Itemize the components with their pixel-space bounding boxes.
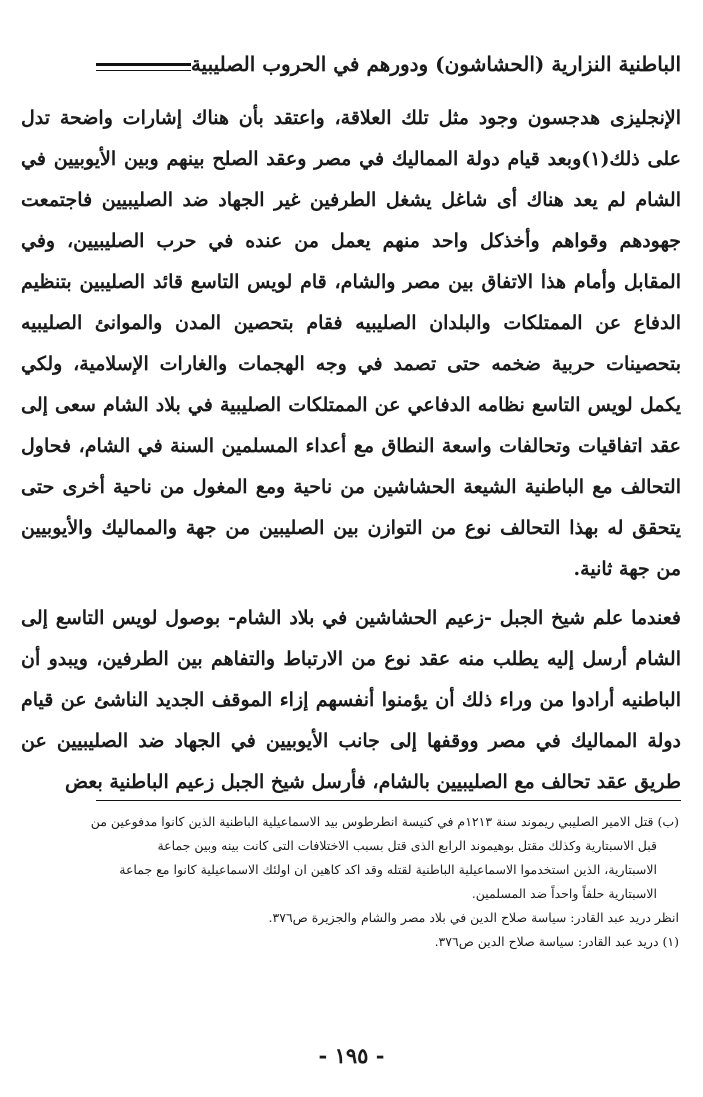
footnote-b-line: الاسبتارية حلفاً واحداً ضد المسلمين. [471,886,657,901]
header-title: الباطنية النزارية (الحشاشون) ودورهم في الحروب الصليبية [190,52,681,76]
footnote-1: (١) دريد عبد القادر: سياسة صلاح الدين ص٣٧٦. [434,934,679,949]
paragraph-2: فعندما علم شيخ الجبل -زعيم الحشاشين في بلاد الشام- بوصول لويس التاسع إلى الشام أرسل إليه يطلب منه عقد نوع من الارتباط والتفاهم بين الطرفين، ويبدو أن الباطنيه أرادوا من وراء ذلك أن يؤمنوا أنفسهم إزاء الموقف الجديد الناشئ عن قيام دولة المماليك في مصر ووقفها إلى جانب الأيوبيين في الجهاد ضد الصليبيين عن طريق عقد تحالف مع الصليبيين بالشام، فأرسل شيخ الجبل زعيم الباطنية بعض [21,607,681,793]
footnote-b-line: الاسبتارية، الذين استخدموا الاسماعيلية الباطنية لقتله وقد اكد كاهين ان اولئك الاسماعيلية كانوا مع جماعة [119,862,657,877]
header-rule [96,63,191,71]
footnote-separator [96,800,681,801]
page-number: - ١٩٥ - [318,1043,385,1068]
footnote-b-line: قبل الاسبتارية وكذلك مقتل بوهيموند الرابع الذى قتل بسبب الاختلافات التى كانت بينه وبين جماعة [157,838,657,853]
paragraph-1: الإنجليزى هدجسون وجود مثل تلك العلاقة، واعتقد بأن هناك إشارات واضحة تدل على ذلك(١)وبعد قيام دولة المماليك في مصر وعقد الصلح بينهم وبين الأيوبيين في الشام لم يعد هناك أى شاغل يشغل الطرفين غير الجهاد ضد الصليبيين فاجتمعت جهودهم وقواهم وأخذكل واحد منهم يعمل من عنده في حرب الصليبيين، وفي المقابل وأمام هذا الاتفاق بين مصر والشام، قام لويس التاسع قائد الصليبين بتنظيم الدفاع عن الممتلكات والبلدان الصليبيه فقام بتحصين المدن والموانئ الصليبيه بتحصينات حربية ضخمه حتى تصمد في وجه الهجمات والغارات الإسلامية، ولكي يكمل لويس التاسع نظامه الدفاعي عن الممتلكات الصليبية في بلاد الشام سعى إلى عقد اتفاقيات وتحالفات واسعة النطاق مع أعداء المسلمين السنة في الشام، فحاول التحالف مع الباطنية الشيعة الحشاشين من ناحية ومع المغول من ناحية أخرى حتى يتحقق له بهذا التحالف نوع من التوازن بين الصليبين من جهة والمماليك والأيوبيين من جهة ثانية. [21,107,681,580]
footnote-b-line: (ب) قتل الامير الصليبي ريموند سنة ١٢١٣م في كنيسة انطرطوس بيد الاسماعيلية الباطنية الذين كانوا مدفوعين من [90,814,679,829]
running-header [96,44,681,84]
footnote-b-source: انظر دريد عبد القادر: سياسة صلاح الدين في بلاد مصر والشام والجزيرة ص٣٧٦. [268,910,679,925]
body-text [21,98,681,803]
footnotes [59,810,679,954]
